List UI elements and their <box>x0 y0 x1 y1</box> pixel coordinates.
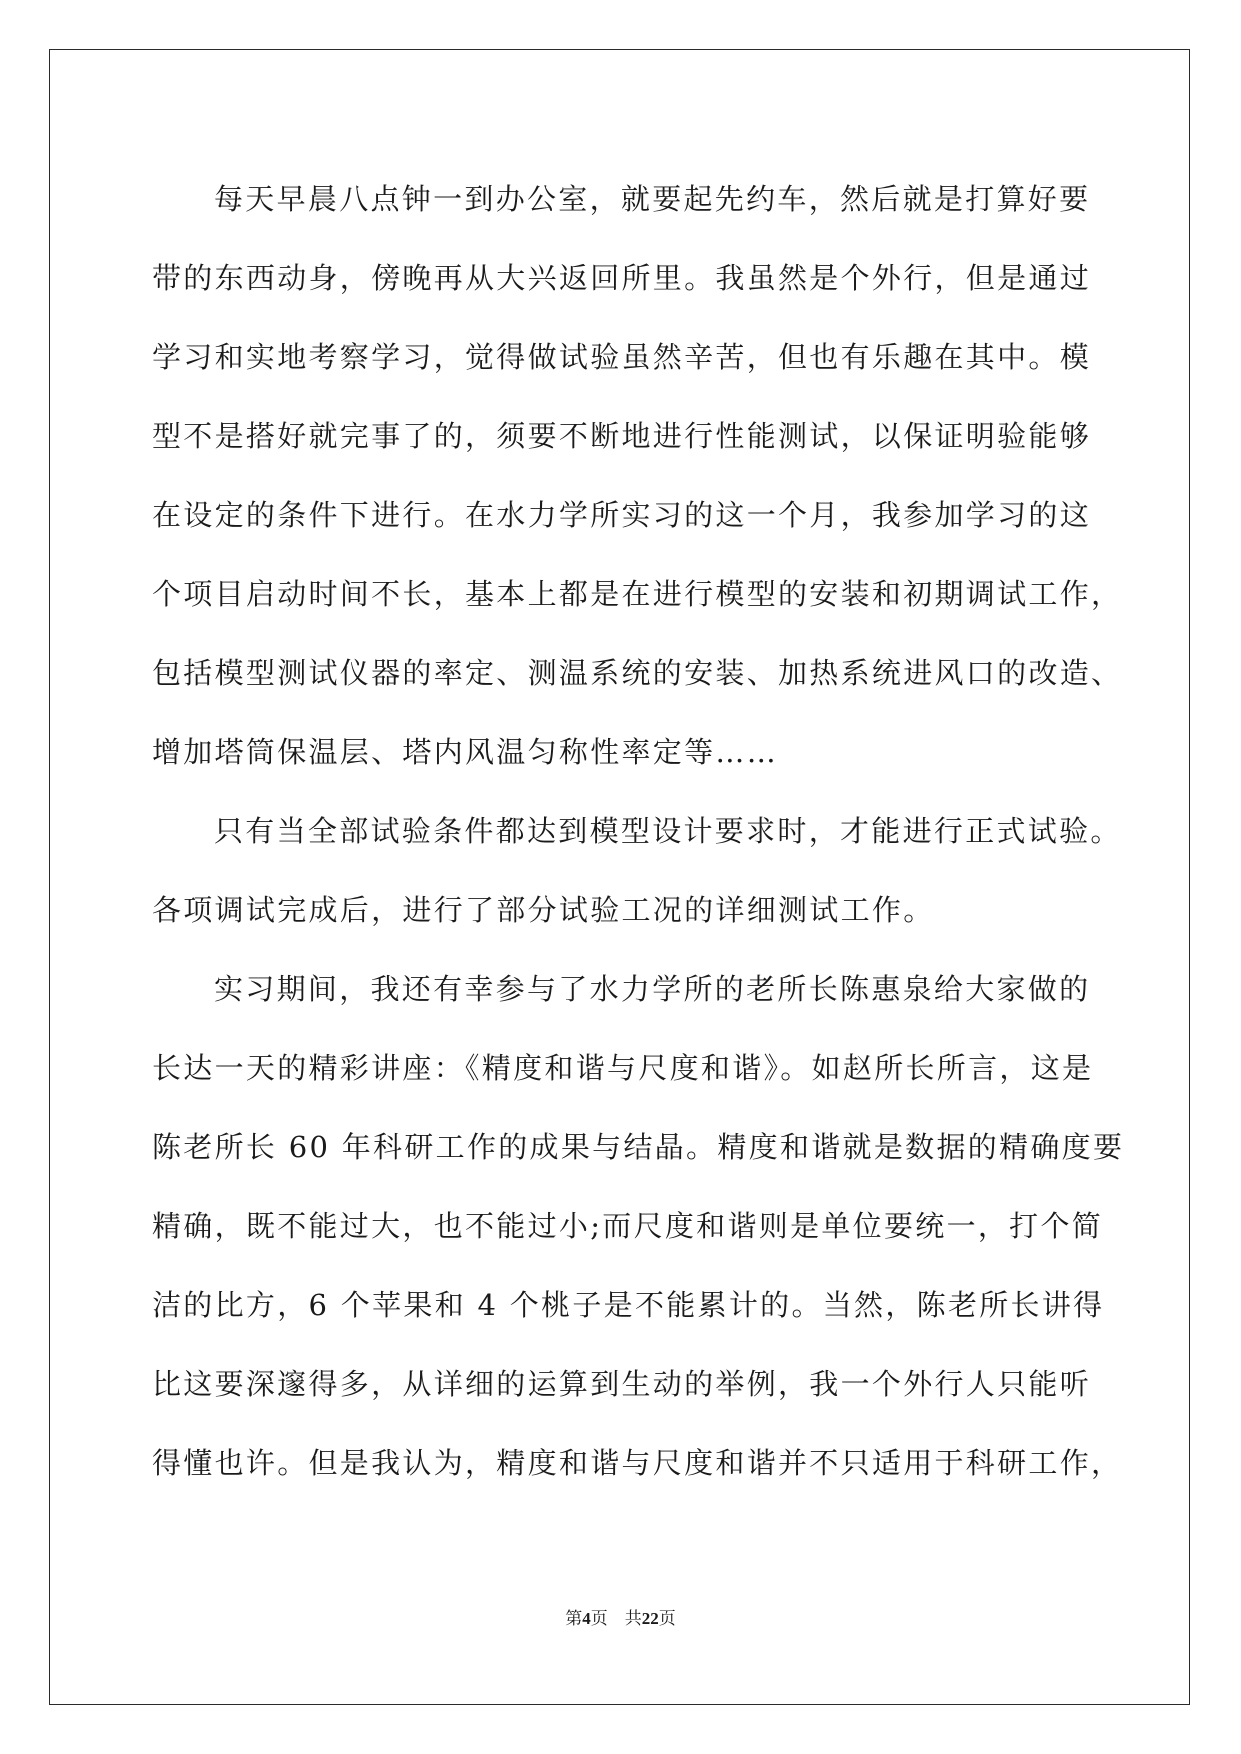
document-body <box>152 160 1125 1503</box>
text-line: 包括模型测试仪器的率定、测温系统的安装、加热系统进风口的改造、 <box>152 656 1123 690</box>
footer-total-suffix: 页 <box>658 1609 676 1628</box>
text-line: 实习期间，我还有幸参与了水力学所的老所长陈惠泉给大家做的 <box>214 972 1091 1006</box>
text-line: 每天早晨八点钟一到办公室，就要起先约车，然后就是打算好要 <box>214 182 1091 216</box>
footer-page-word: 页 <box>590 1609 608 1628</box>
text-line: 在设定的条件下进行。在水力学所实习的这一个月，我参加学习的这 <box>152 498 1092 532</box>
text-line: 洁的比方，6 个苹果和 4 个桃子是不能累计的。当然，陈老所长讲得 <box>152 1288 1105 1322</box>
footer-prefix: 第 <box>565 1609 583 1628</box>
text-line: 得懂也许。但是我认为，精度和谐与尺度和谐并不只适用于科研工作， <box>152 1446 1123 1480</box>
text-line: 个项目启动时间不长，基本上都是在进行模型的安装和初期调试工作， <box>152 577 1123 611</box>
text-line: 只有当全部试验条件都达到模型设计要求时，才能进行正式试验。 <box>214 814 1122 848</box>
text-line: 长达一天的精彩讲座：《精度和谐与尺度和谐》。如赵所长所言，这是 <box>152 1051 1094 1085</box>
text-line: 型不是搭好就完事了的，须要不断地进行性能测试，以保证明验能够 <box>152 419 1092 453</box>
text-line: 精确，既不能过大，也不能过小;而尺度和谐则是单位要统一，打个简 <box>152 1209 1104 1243</box>
footer-total-prefix: 共 <box>624 1609 642 1628</box>
total-pages-number: 22 <box>641 1609 659 1628</box>
page-footer <box>0 1604 1241 1629</box>
text-line: 带的东西动身，傍晚再从大兴返回所里。我虽然是个外行，但是通过 <box>152 261 1092 295</box>
current-page-number: 4 <box>582 1609 591 1628</box>
text-line: 各项调试完成后，进行了部分试验工况的详细测试工作。 <box>152 893 935 927</box>
text-line: 比这要深邃得多，从详细的运算到生动的举例，我一个外行人只能听 <box>152 1367 1092 1401</box>
text-line: 陈老所长 60 年科研工作的成果与结晶。精度和谐就是数据的精确度要 <box>152 1130 1125 1164</box>
text-line: 增加塔筒保温层、塔内风温匀称性率定等…… <box>152 735 779 769</box>
text-line: 学习和实地考察学习，觉得做试验虽然辛苦，但也有乐趣在其中。模 <box>152 340 1092 374</box>
